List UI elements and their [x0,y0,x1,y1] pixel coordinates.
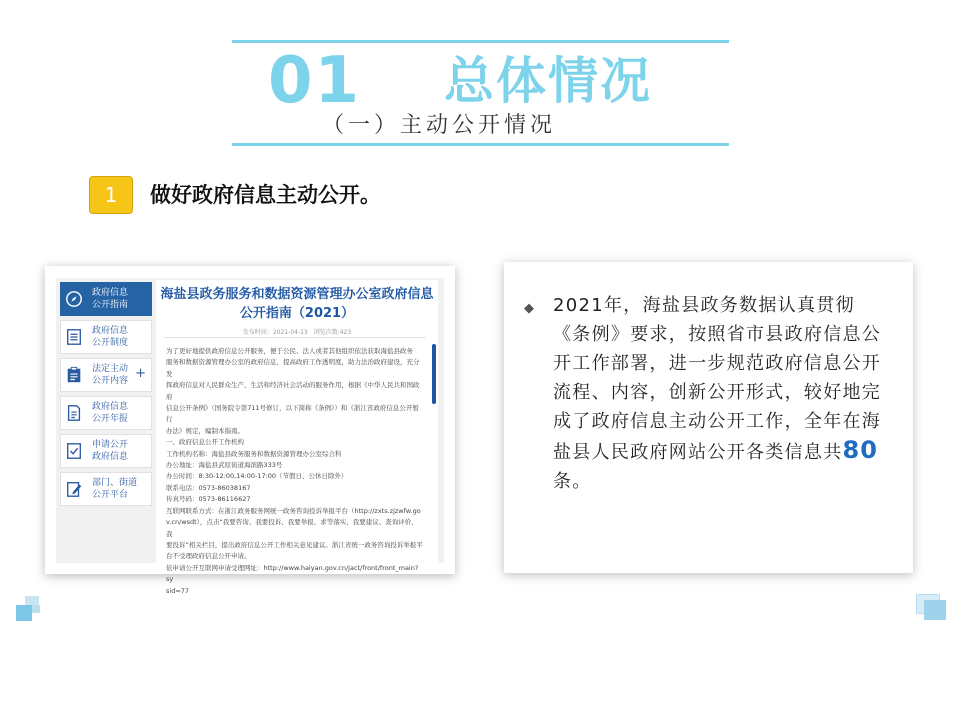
website-screenshot-card [45,266,455,595]
decor-squares-left [16,596,46,622]
sidebar-item-5[interactable] [60,434,152,468]
document-line: 办法》规定，编制本指南。 [166,426,244,435]
document-title: 海盐县政务服务和数据资源管理办公室政府信息公开指南（2021） [160,287,434,321]
sidebar-item-3[interactable] [60,358,152,392]
item-title: 做好政府信息主动公开。 [150,183,381,207]
document-line: 为了更好地提供政府信息公开服务，便于公民、法人或者其他组织依法获取海盐县政务 [166,347,413,355]
document-divider [164,337,426,338]
page-title: 总体情况 [444,52,652,110]
screenshot-document [156,280,438,595]
clipboard-icon [65,366,83,384]
sidebar-item-1[interactable] [60,282,152,316]
header-bottom-rule [232,143,729,146]
sidebar-item-label: 部门、街道 公开平台 [92,478,138,500]
document-line: 办公地址：海盐县武原街道海滨路333号 [166,461,283,470]
diamond-bullet-icon: ◆ [524,301,534,316]
sidebar-item-6[interactable] [60,472,152,506]
document-line: 工作机构名称：海盐县政务服务和数据资源管理办公室综合科 [166,449,342,458]
sidebar-item-4[interactable] [60,396,152,430]
website-screenshot [56,278,444,595]
document-line: 联系电话：0573-86038167 [166,483,251,492]
compass-icon [65,290,83,308]
summary-paragraph [553,291,893,496]
sidebar-item-label: 政府信息 公开年报 [92,402,129,424]
document-line: 依申请公开互联网申请受理网址：http://www.haiyan.gov.cn/jact/front/front_main?sy [166,563,419,584]
document-meta: 发布时间：2021-04-13 浏览次数:423 [242,329,352,336]
header-top-rule [232,40,729,43]
document-line: 挥政府信息对人民群众生产、生活和经济社会活动的服务作用，根据《中华人民共和国政府 [166,381,420,401]
document-line: 传真号码：0573-86116627 [166,495,251,504]
document-line: 服务和数据资源管理办公室的政府信息，提高政府工作透明度，助力法治政府建设，充分发 [166,358,420,378]
document-line: 要投诉”相关栏目，提出政府信息公开工作相关意见建议。浙江省统一政务咨询投诉举报平 [166,540,423,549]
document-line: 一、政府信息公开工作机构 [166,438,244,447]
document-line: 互联网联系方式：在浙江政务服务网统一政务咨询投诉举报平台（http://zxts.zjzwfw.go [166,506,421,515]
page-subtitle: （一）主动公开情况 [322,113,557,138]
document-line: v.cn/wsdt），点击“我要咨询、我要投诉、我要举报、求等落实、我要建议、查询评价、我 [166,518,418,538]
edit-document-icon [65,480,83,498]
sidebar-item-label: 政府信息 公开指南 [92,288,129,310]
summary-text: 2021年，海盐县政务数据认真贯彻《条例》要求，按照省市县政府信息公开工作部署，进一步规范政府信息公开流程、内容，创新公开形式，较好地完成了政府信息主动公开工作，全年在海盐县人民政府网站公开各类信息共 [553,295,882,463]
report-icon [65,404,83,422]
summary-text-end: 条。 [553,471,592,492]
sidebar-item-2[interactable] [60,320,152,354]
document-body [166,346,424,597]
sidebar-item-label: 政府信息 公开制度 [92,326,129,348]
section-number: 01 [268,44,362,118]
document-line: 办公时间：8:30-12:00,14:00-17:00（节假日、公休日除外） [166,472,348,481]
document-line: sid=77 [166,586,190,595]
document-line: 台不受理政府信息公开申请。 [166,552,251,561]
document-scrollbar[interactable] [432,344,436,404]
document-line: 信息公开条例》（国务院令第711号修订，以下简称《条例》）和《浙江省政府信息公开暂行 [166,404,419,424]
decor-squares-right [916,594,948,622]
sidebar-item-label: 法定主动 公开内容 [92,364,129,386]
summary-card [504,262,913,573]
screenshot-sidebar [60,282,152,510]
document-list-icon [65,328,83,346]
summary-count: 80 [842,436,878,464]
item-number-badge: 1 [89,176,133,214]
sidebar-item-label: 申请公开 政府信息 [92,440,129,462]
plus-icon[interactable]: + [135,366,146,381]
checklist-icon [65,442,83,460]
